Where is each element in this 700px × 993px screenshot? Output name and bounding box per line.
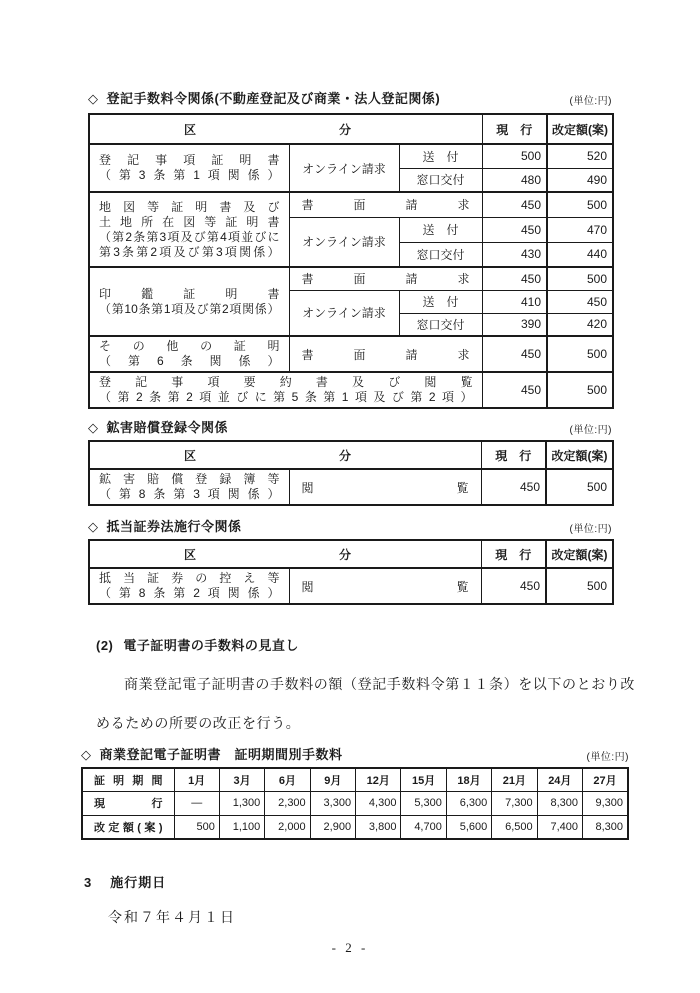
method-cell: 書 面 請 求 [301,347,470,362]
label-line: （第2条第2項並びに第5条第1項及び第2項） [99,390,473,404]
section3-heading [88,516,242,535]
revised-value-cell: 500 [547,192,613,217]
label-line: （第2条第3項及び第4項並びに [99,229,280,244]
section3-heading-text: 抵当証券法施行令関係 [106,519,242,534]
column-header-kubun [89,114,482,144]
method-cell: 閲 覧 [301,480,469,495]
month-header-cell: 18月 [446,768,491,791]
column-header-bun: 分 [338,448,351,463]
table-row [89,568,613,604]
row-label-cell: 現 行 [94,798,163,810]
paragraph-line: めるための所要の改正を行う。 [96,717,301,732]
column-header-kubun [89,540,481,568]
current-value-cell: 8,300 [537,791,582,815]
revised-value-cell: 500 [546,469,613,505]
revised-value-cell: 500 [547,336,613,372]
label-line: （第3条第1項関係） [99,168,280,182]
certificate-period-fee-table [81,767,629,840]
label-cell [89,192,289,267]
unit-label: (単位:円) [569,96,612,107]
current-value-cell: ― [174,791,219,815]
table-row [89,267,613,290]
column-header-ku: 区 [183,547,196,562]
month-header-cell: 3月 [219,768,264,791]
section2-heading [88,417,228,436]
column-header-current: 現 行 [481,441,546,469]
diamond-icon: ◇ [88,519,99,534]
mortgage-securities-fee-table [88,539,614,605]
column-header-current: 現 行 [482,114,547,144]
registration-fee-table [88,113,614,409]
effective-date-value: 令和７年４月１日 [108,911,236,926]
diamond-icon: ◇ [88,91,99,106]
diamond-icon: ◇ [81,747,92,762]
month-header-cell: 27月 [583,768,628,791]
current-value-cell: 390 [482,313,547,336]
effective-date-title: 施行期日 [110,875,167,890]
label-cell [89,372,482,408]
revised-value-cell: 2,000 [265,815,310,839]
unit-label: (単位:円) [569,425,612,436]
month-header-cell: 9月 [310,768,355,791]
month-header-cell: 12月 [356,768,401,791]
revised-value-cell: 5,600 [446,815,491,839]
current-value-cell: 480 [482,168,547,192]
delivery-cell: 窓口交付 [399,168,482,192]
revised-value-cell: 500 [547,372,613,408]
current-value-cell: 4,300 [356,791,401,815]
revised-value-cell: 1,100 [219,815,264,839]
delivery-cell: 送 付 [399,290,482,313]
column-header-ku: 区 [183,448,196,463]
label-line: 土地所在図等証明書 [99,214,280,229]
column-header-ku: 区 [183,122,196,137]
method-cell: オンライン請求 [289,217,399,267]
label-line: （第8条第3項関係） [99,487,280,501]
label-line: 登記事項要約書及び閲覧 [99,375,473,389]
row-label-cell: 改定額(案) [94,821,163,834]
label-line: その他の証明 [99,339,280,353]
current-value-cell: 450 [482,372,547,408]
month-header-cell: 24月 [537,768,582,791]
section2-heading-row [88,417,612,436]
table-header-row [82,768,628,791]
current-value-cell: 450 [482,217,547,242]
unit-label: (単位:円) [569,524,612,535]
revised-value-cell: 8,300 [583,815,628,839]
effective-date-heading [84,872,612,891]
month-header-cell: 6月 [265,768,310,791]
subsection-heading [96,635,612,654]
revised-value-cell: 470 [547,217,613,242]
column-header-kubun [89,441,481,469]
column-header-revised: 改定額(案) [547,114,613,144]
label-line: （第10条第1項及び第2項関係） [99,301,280,316]
column-header-bun: 分 [338,122,351,137]
current-value-cell: 410 [482,290,547,313]
delivery-cell: 窓口交付 [399,313,482,336]
effective-date-number: 3 [84,875,93,890]
current-value-cell: 3,300 [310,791,355,815]
unit-label: (単位:円) [586,752,629,763]
subsection-title: 電子証明書の手数料の見直し [123,638,299,653]
revised-value-cell: 6,500 [492,815,537,839]
method-cell: オンライン請求 [289,144,399,192]
section4-heading [81,744,343,763]
label-line: 第3条第2項及び第3項関係） [99,244,280,259]
revised-value-cell: 440 [547,242,613,267]
table-row [82,791,628,815]
table-row [89,336,613,372]
label-line: 抵当証券の控え等 [99,571,280,585]
section1-heading-text: 登記手数料令関係(不動産登記及び商業・法人登記関係) [106,91,441,106]
current-value-cell: 6,300 [446,791,491,815]
label-line: 登記事項証明書 [99,153,280,167]
revised-value-cell: 7,400 [537,815,582,839]
revised-value-cell: 2,900 [310,815,355,839]
revised-value-cell: 500 [547,267,613,290]
section2-heading-text: 鉱害賠償登録令関係 [106,420,229,435]
current-value-cell: 450 [481,469,546,505]
label-cell [89,336,289,372]
label-cell [89,144,289,192]
revised-value-cell: 3,800 [356,815,401,839]
label-line: 印鑑証明書 [99,286,280,301]
revised-value-cell: 500 [174,815,219,839]
label-line: 鉱害賠償登録簿等 [99,472,280,486]
column-header-current: 現 行 [481,540,546,568]
current-value-cell: 450 [482,192,547,217]
mining-damage-fee-table [88,440,614,506]
month-header-cell: 1月 [174,768,219,791]
diamond-icon: ◇ [88,420,99,435]
month-header-cell: 21月 [492,768,537,791]
current-value-cell: 450 [482,267,547,290]
label-line: 地図等証明書及び [99,199,280,214]
section4-heading-row [81,744,629,763]
current-value-cell: 9,300 [583,791,628,815]
revised-value-cell: 490 [547,168,613,192]
revised-value-cell: 4,700 [401,815,446,839]
current-value-cell: 450 [481,568,546,604]
table-row [89,469,613,505]
section1-heading [88,88,440,107]
method-cell: 書 面 請 求 [301,272,470,287]
label-cell [89,469,289,505]
revised-value-cell: 450 [547,290,613,313]
revised-value-cell: 500 [546,568,613,604]
current-value-cell: 1,300 [219,791,264,815]
method-cell: 閲 覧 [301,579,469,594]
section3-heading-row [88,516,612,535]
table-row [89,372,613,408]
delivery-cell: 送 付 [399,217,482,242]
table-header-row [89,114,613,144]
revised-value-cell: 420 [547,313,613,336]
subsection-number: (2) [96,638,114,653]
revised-value-cell: 520 [547,144,613,168]
label-cell [89,267,289,336]
method-cell: 書 面 請 求 [301,198,470,213]
month-header-cell: 15月 [401,768,446,791]
method-cell: オンライン請求 [289,290,399,336]
current-value-cell: 7,300 [492,791,537,815]
period-header-cell: 証明期間 [94,774,163,787]
body-paragraph [96,666,635,744]
delivery-cell: 送 付 [399,144,482,168]
column-header-revised: 改定額(案) [546,441,613,469]
paragraph-line: 商業登記電子証明書の手数料の額（登記手数料令第１１条）を以下のとおり改 [124,678,635,693]
table-header-row [89,540,613,568]
current-value-cell: 450 [482,336,547,372]
section1-heading-row [88,88,612,107]
current-value-cell: 5,300 [401,791,446,815]
current-value-cell: 2,300 [265,791,310,815]
label-line: （第8条第2項関係） [99,586,280,600]
table-row [82,815,628,839]
table-header-row [89,441,613,469]
label-line: （第6条関係） [99,354,280,368]
table-row [89,144,613,168]
current-value-cell: 500 [482,144,547,168]
column-header-revised: 改定額(案) [546,540,613,568]
column-header-bun: 分 [338,547,351,562]
page-number: - 2 - [331,940,369,955]
section4-heading-text: 商業登記電子証明書 証明期間別手数料 [99,747,343,762]
label-cell [89,568,289,604]
table-row [89,192,613,217]
delivery-cell: 窓口交付 [399,242,482,267]
current-value-cell: 430 [482,242,547,267]
